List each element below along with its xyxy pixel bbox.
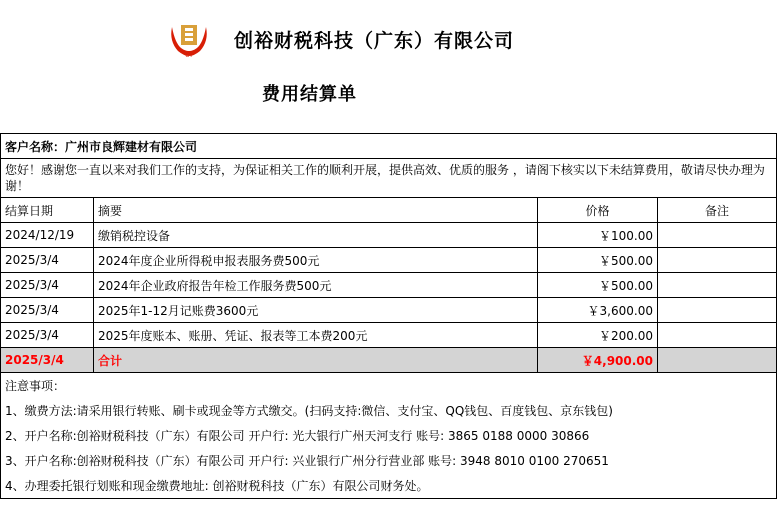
note-bank-account-1: 2、开户名称:创裕财税科技（广东）有限公司 开户行: 光大银行广州天河支行 账号: 3865 0188 0000 30866 xyxy=(1,423,777,448)
row-remark xyxy=(658,273,777,298)
total-label: 合计 xyxy=(94,348,538,373)
greeting-text: 您好！感谢您一直以来对我们工作的支持，为保证相关工作的顺利开展，提供高效、优质的服务 ，请阁下核实以下未结算费用，敬请尽快办理为谢！ xyxy=(1,159,777,198)
header-summary: 摘要 xyxy=(94,198,538,223)
note-bank-account-2: 3、开户名称:创裕财税科技（广东）有限公司 开户行: 兴业银行广州分行营业部 账号: 3948 8010 0100 270651 xyxy=(1,448,777,473)
note-payment-method: 1、缴费方法:请采用银行转账、刷卡或现金等方式缴交。(扫码支持:微信、支付宝、QQ钱包、百度钱包、京东钱包) xyxy=(1,398,777,423)
table-header-row xyxy=(1,198,777,223)
notes-heading: 注意事项： xyxy=(1,373,777,399)
note-address: 4、办理委托银行划账和现金缴费地址: 创裕财税科技（广东）有限公司财务处。 xyxy=(1,473,777,499)
note-item xyxy=(1,473,777,499)
table-row xyxy=(1,223,777,248)
table-row xyxy=(1,298,777,323)
customer-label: 客户名称： xyxy=(5,139,66,154)
row-date: 2025/3/4 xyxy=(1,273,94,298)
customer-name: 广州市良辉建材有限公司 xyxy=(65,139,198,154)
note-item xyxy=(1,423,777,448)
row-summary: 2025年1-12月记账费3600元 xyxy=(94,298,538,323)
notes-heading-row xyxy=(1,373,777,399)
greeting-row xyxy=(1,159,777,198)
header-date: 结算日期 xyxy=(1,198,94,223)
header-price: 价格 xyxy=(538,198,658,223)
document-title: 费用结算单 xyxy=(262,84,357,105)
row-price: ￥200.00 xyxy=(538,323,658,348)
row-summary: 2024年度企业所得税申报表服务费500元 xyxy=(94,248,538,273)
note-item xyxy=(1,448,777,473)
row-date: 2024/12/19 xyxy=(1,223,94,248)
total-date: 2025/3/4 xyxy=(1,348,94,373)
table-row xyxy=(1,273,777,298)
row-date: 2025/3/4 xyxy=(1,248,94,273)
row-date: 2025/3/4 xyxy=(1,298,94,323)
row-summary: 2024年企业政府报告年检工作服务费500元 xyxy=(94,273,538,298)
logo-text: CY xyxy=(185,52,193,59)
table-row xyxy=(1,248,777,273)
company-name: 创裕财税科技（广东）有限公司 xyxy=(234,30,515,52)
total-remark xyxy=(658,348,777,373)
row-price: ￥3,600.00 xyxy=(538,298,658,323)
row-price: ￥500.00 xyxy=(538,273,658,298)
row-remark xyxy=(658,323,777,348)
row-remark xyxy=(658,298,777,323)
document-header xyxy=(0,0,777,130)
company-logo xyxy=(167,21,211,59)
total-price: ￥4,900.00 xyxy=(538,348,658,373)
row-date: 2025/3/4 xyxy=(1,323,94,348)
table-row xyxy=(1,323,777,348)
row-remark xyxy=(658,248,777,273)
note-item xyxy=(1,398,777,423)
header-remark: 备注 xyxy=(658,198,777,223)
customer-row xyxy=(1,134,777,159)
total-row xyxy=(1,348,777,373)
row-summary: 缴销税控设备 xyxy=(94,223,538,248)
settlement-sheet xyxy=(0,133,776,512)
row-summary: 2025年度账本、账册、凭证、报表等工本费200元 xyxy=(94,323,538,348)
settlement-table xyxy=(0,133,777,499)
row-remark xyxy=(658,223,777,248)
row-price: ￥500.00 xyxy=(538,248,658,273)
row-price: ￥100.00 xyxy=(538,223,658,248)
